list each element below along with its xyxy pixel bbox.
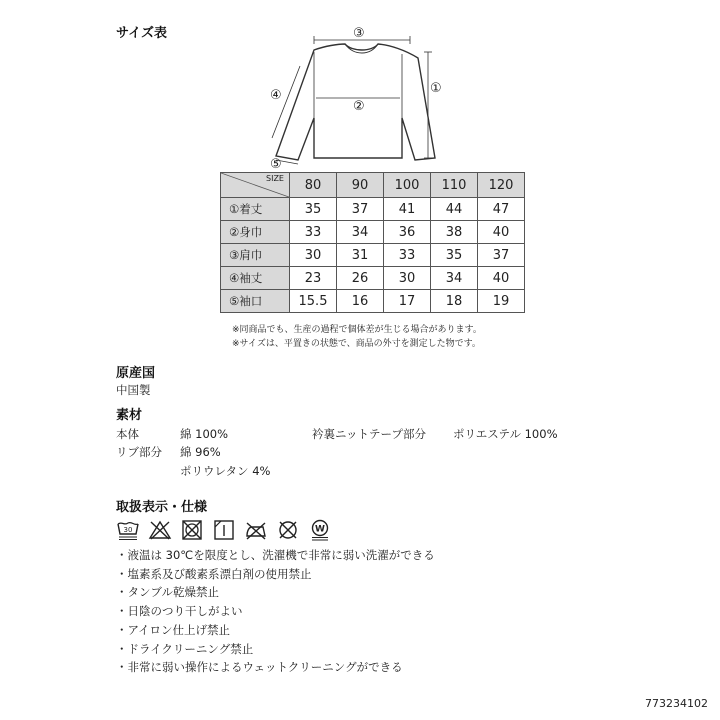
size-header: 90 <box>337 173 384 198</box>
svg-text:W: W <box>315 524 325 535</box>
table-cell: 30 <box>384 267 431 290</box>
marker-2: ② <box>353 99 365 114</box>
table-cell: 31 <box>337 244 384 267</box>
table-cell: 34 <box>431 267 478 290</box>
material-main-value: 綿 100% <box>180 427 229 441</box>
table-cell: 17 <box>384 290 431 313</box>
care-list <box>116 546 435 677</box>
no-tumble-dry-icon <box>180 519 204 541</box>
material-rib-value-1: 綿 96% <box>180 445 221 459</box>
material-rib-value-2: ポリウレタン 4% <box>180 464 271 478</box>
row-label: ④袖丈 <box>221 267 290 290</box>
size-corner-label: SIZE <box>266 174 284 183</box>
product-code: 773234102 <box>645 697 708 710</box>
table-cell: 47 <box>478 198 525 221</box>
size-header: 80 <box>290 173 337 198</box>
origin-value: 中国製 <box>116 383 151 397</box>
row-label: ②身巾 <box>221 221 290 244</box>
no-dry-clean-icon <box>276 519 300 541</box>
table-cell: 16 <box>337 290 384 313</box>
table-cell: 38 <box>431 221 478 244</box>
table-cell: 23 <box>290 267 337 290</box>
marker-3: ③ <box>353 26 365 41</box>
table-cell: 35 <box>431 244 478 267</box>
table-cell: 44 <box>431 198 478 221</box>
row-label: ③肩巾 <box>221 244 290 267</box>
size-header: 110 <box>431 173 478 198</box>
size-chart-title: サイズ表 <box>116 26 167 41</box>
material-collar-value: ポリエステル 100% <box>453 427 558 441</box>
svg-text:30: 30 <box>123 526 133 534</box>
table-cell: 18 <box>431 290 478 313</box>
origin-heading: 原産国 <box>116 366 156 381</box>
table-cell: 34 <box>337 221 384 244</box>
marker-1: ① <box>430 81 442 96</box>
table-cell: 30 <box>290 244 337 267</box>
table-row <box>221 290 525 313</box>
care-heading: 取扱表示・仕様 <box>116 500 208 515</box>
table-cell: 37 <box>478 244 525 267</box>
material-collar-label: 衿裏ニットテープ部分 <box>312 427 426 441</box>
table-cell: 33 <box>290 221 337 244</box>
table-cell: 40 <box>478 221 525 244</box>
table-row <box>221 267 525 290</box>
list-item: ・アイロン仕上げ禁止 <box>116 622 230 637</box>
list-item: ・塩素系及び酸素系漂白剤の使用禁止 <box>116 566 312 581</box>
no-bleach-icon <box>148 519 172 541</box>
wash-30-gentle-icon <box>116 519 140 541</box>
size-header: 100 <box>384 173 431 198</box>
table-cell: 36 <box>384 221 431 244</box>
size-table <box>220 172 525 313</box>
table-cell: 40 <box>478 267 525 290</box>
list-item: ・日陰のつり干しがよい <box>116 604 243 619</box>
material-heading: 素材 <box>116 408 143 423</box>
material-main-label: 本体 <box>116 427 139 441</box>
size-header-row <box>221 173 525 198</box>
care-icons <box>116 519 332 541</box>
row-label: ⑤袖口 <box>221 290 290 313</box>
size-header: 120 <box>478 173 525 198</box>
no-iron-icon <box>244 519 268 541</box>
table-cell: 35 <box>290 198 337 221</box>
size-note: ※サイズは、平置きの状態で、商品の外寸を測定した物です。 <box>232 339 481 349</box>
gentle-wet-clean-icon <box>308 519 332 541</box>
material-rib-label: リブ部分 <box>116 445 162 459</box>
size-corner-cell <box>221 173 290 198</box>
table-cell: 33 <box>384 244 431 267</box>
line-dry-shade-icon <box>212 519 236 541</box>
table-cell: 26 <box>337 267 384 290</box>
table-row <box>221 244 525 267</box>
row-label: ①着丈 <box>221 198 290 221</box>
marker-4: ④ <box>270 88 282 103</box>
marker-5: ⑤ <box>270 157 282 172</box>
list-item: ・非常に弱い操作によるウェットクリーニングができる <box>116 660 403 675</box>
table-row <box>221 221 525 244</box>
table-cell: 37 <box>337 198 384 221</box>
table-cell: 41 <box>384 198 431 221</box>
list-item: ・液温は 30℃を限度とし、洗濯機で非常に弱い洗濯ができる <box>116 548 435 562</box>
table-cell: 15.5 <box>290 290 337 313</box>
list-item: ・ドライクリーニング禁止 <box>116 641 254 656</box>
table-cell: 19 <box>478 290 525 313</box>
table-row <box>221 198 525 221</box>
size-note: ※同商品でも、生産の過程で個体差が生じる場合があります。 <box>232 325 482 335</box>
list-item: ・タンブル乾燥禁止 <box>116 585 220 600</box>
